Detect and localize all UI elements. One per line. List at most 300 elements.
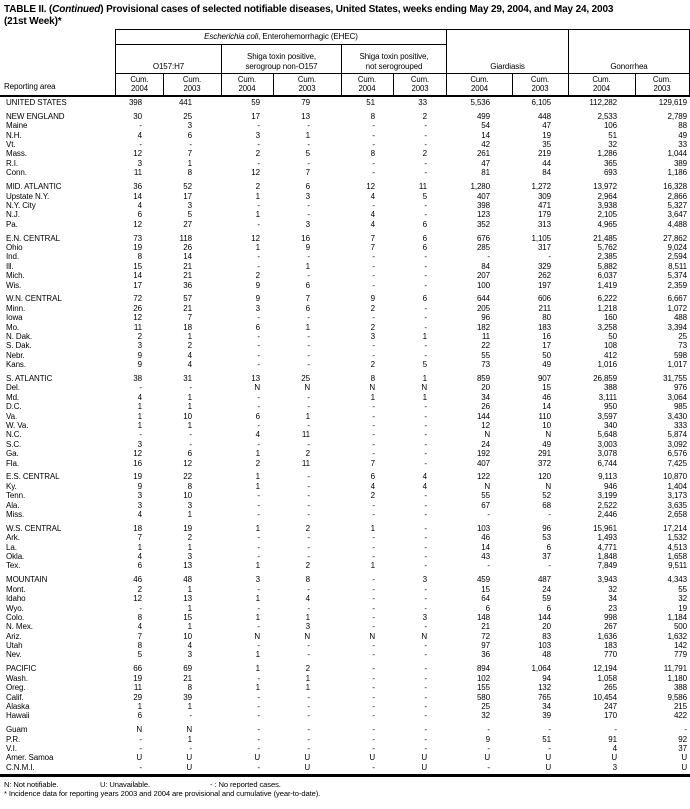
value-cell-col4: - xyxy=(307,421,310,430)
value-cell-col9: 1,493 xyxy=(597,533,617,543)
value-cell-col3: - xyxy=(257,261,260,271)
value-cell-col5: - xyxy=(372,701,375,711)
table-row xyxy=(0,332,690,341)
value-cell-col5: - xyxy=(372,252,375,262)
value-cell-col6: - xyxy=(424,622,427,632)
reporting-area-cell: D.C. xyxy=(6,402,22,412)
value-cell-col4: 2 xyxy=(305,561,310,571)
table-row xyxy=(0,613,690,622)
value-cell-col3: - xyxy=(257,331,260,341)
value-cell-col5: U xyxy=(369,753,375,763)
value-cell-col7: 96 xyxy=(481,313,490,323)
reporting-area-cell: Ind. xyxy=(6,252,19,262)
value-cell-col5: 7 xyxy=(370,233,375,243)
value-cell-col7: 207 xyxy=(476,271,490,281)
reporting-area-cell: E.S. CENTRAL xyxy=(6,472,60,482)
value-cell-col9: 2,964 xyxy=(597,191,617,201)
value-cell-col3: - xyxy=(257,725,260,735)
value-cell-col8: 37 xyxy=(542,552,551,562)
value-cell-col5: - xyxy=(372,542,375,552)
value-cell-col3: - xyxy=(257,542,260,552)
value-cell-col9: 388 xyxy=(603,383,617,393)
value-cell-col5: 1 xyxy=(370,392,375,402)
value-cell-col3: - xyxy=(257,762,260,772)
value-cell-col10: 2,866 xyxy=(667,191,687,201)
table-row xyxy=(0,575,690,584)
value-cell-col8: 179 xyxy=(537,210,551,220)
value-cell-col7: 24 xyxy=(481,439,490,449)
value-cell-col9: 7,849 xyxy=(597,561,617,571)
value-cell-col4: - xyxy=(307,603,310,613)
value-cell-col5: - xyxy=(372,683,375,693)
col-header-o157-cum-2004: Cum. 2004 xyxy=(130,74,149,93)
value-cell-col8: 103 xyxy=(537,641,551,651)
value-cell-col3: 1 xyxy=(255,481,260,491)
col-header-shiga-sero-cum-2004: Cum. 2004 xyxy=(237,74,257,93)
value-cell-col3: 3 xyxy=(255,303,260,313)
value-cell-col5: - xyxy=(372,121,375,131)
value-cell-col6: - xyxy=(424,210,427,220)
value-cell-col1: 1 xyxy=(137,402,142,412)
value-cell-col8: 1,105 xyxy=(531,233,551,243)
value-cell-col6: - xyxy=(424,121,427,131)
table-body xyxy=(0,98,690,772)
value-cell-col5: 8 xyxy=(370,111,375,121)
table-row xyxy=(0,594,690,603)
value-cell-col10: 19 xyxy=(678,603,687,613)
value-cell-col2: - xyxy=(189,711,192,721)
value-cell-col8: 17 xyxy=(542,341,551,351)
value-cell-col6: - xyxy=(424,664,427,674)
value-cell-col9: 170 xyxy=(603,711,617,721)
value-cell-col2: 21 xyxy=(183,271,192,281)
value-cell-col7: 182 xyxy=(476,322,490,332)
value-cell-col2: N xyxy=(186,725,192,735)
value-cell-col6: - xyxy=(424,500,427,510)
table-row xyxy=(0,763,690,772)
table-row xyxy=(0,472,690,481)
table-row xyxy=(0,121,690,130)
table-row xyxy=(0,725,690,734)
value-cell-col8: 39 xyxy=(542,711,551,721)
value-cell-col1: 4 xyxy=(137,392,142,402)
table-row xyxy=(0,482,690,491)
value-cell-col1: 2 xyxy=(137,584,142,594)
value-cell-col6: - xyxy=(424,584,427,594)
value-cell-col8: 606 xyxy=(537,294,551,304)
value-cell-col3: - xyxy=(257,350,260,360)
value-cell-col1: - xyxy=(139,762,142,772)
reporting-area-cell: MID. ATLANTIC xyxy=(6,182,62,192)
value-cell-col2: 5 xyxy=(187,210,192,220)
value-cell-col5: - xyxy=(372,313,375,323)
value-cell-col7: 81 xyxy=(481,168,490,178)
value-cell-col3: - xyxy=(257,313,260,323)
reporting-area-cell: N. Dak. xyxy=(6,331,32,341)
value-cell-col7: 84 xyxy=(481,261,490,271)
value-cell-col3: 1 xyxy=(255,472,260,482)
value-cell-col8: 84 xyxy=(542,168,551,178)
value-cell-col7: 72 xyxy=(481,631,490,641)
value-cell-col6: U xyxy=(421,753,427,763)
value-cell-col10: 3,064 xyxy=(667,392,687,402)
value-cell-col3: - xyxy=(257,252,260,262)
reporting-area-cell: P.R. xyxy=(6,734,21,744)
value-cell-col8: 372 xyxy=(537,458,551,468)
value-cell-col1: 3 xyxy=(137,158,142,168)
value-cell-col5: - xyxy=(372,140,375,150)
table-row xyxy=(0,262,690,271)
value-cell-col5: - xyxy=(372,533,375,543)
value-cell-col6: - xyxy=(424,734,427,744)
value-cell-col6: 5 xyxy=(422,360,427,370)
value-cell-col6: - xyxy=(424,402,427,412)
value-cell-col3: 17 xyxy=(251,111,260,121)
reporting-area-cell: Calif. xyxy=(6,692,24,702)
value-cell-col4: U xyxy=(304,753,310,763)
value-cell-col2: 21 xyxy=(183,261,192,271)
value-cell-col10: 73 xyxy=(678,341,687,351)
value-cell-col8: 1,064 xyxy=(531,664,551,674)
value-cell-col5: 9 xyxy=(370,294,375,304)
value-cell-col1: 29 xyxy=(133,692,142,702)
value-cell-col3: 1 xyxy=(255,210,260,220)
reporting-area-cell: Idaho xyxy=(6,594,26,604)
value-cell-col5: - xyxy=(372,200,375,210)
value-cell-col5: 4 xyxy=(370,191,375,201)
value-cell-col8: 35 xyxy=(542,140,551,150)
reporting-area-cell: Minn. xyxy=(6,303,26,313)
value-cell-col8: 291 xyxy=(537,449,551,459)
value-cell-col3: - xyxy=(257,219,260,229)
value-cell-col7: 46 xyxy=(481,533,490,543)
value-cell-col10: 33 xyxy=(678,140,687,150)
reporting-area-cell: N.J. xyxy=(6,210,20,220)
value-cell-col7: 55 xyxy=(481,350,490,360)
value-cell-col9: 50 xyxy=(608,331,617,341)
reporting-area-cell: R.I. xyxy=(6,158,19,168)
value-cell-col7: 47 xyxy=(481,158,490,168)
value-cell-col9: 10,454 xyxy=(593,692,617,702)
col-header-gonorrhea-cum-2004: Cum. 2004 xyxy=(592,74,611,93)
value-cell-col2: 10 xyxy=(183,411,192,421)
value-cell-col3: - xyxy=(257,491,260,501)
value-cell-col10: 37 xyxy=(678,744,687,753)
value-cell-col2: - xyxy=(189,430,192,440)
value-cell-col7: 34 xyxy=(481,392,490,402)
value-cell-col9: 3,938 xyxy=(597,200,617,210)
value-cell-col7: 20 xyxy=(481,383,490,393)
value-cell-col1: 9 xyxy=(137,481,142,491)
value-cell-col7: 67 xyxy=(481,500,490,510)
value-cell-col2: 21 xyxy=(183,673,192,683)
value-cell-col2: 3 xyxy=(187,200,192,210)
value-cell-col1: 14 xyxy=(133,271,142,281)
reporting-area-cell: Alaska xyxy=(6,701,30,711)
value-cell-col1: 19 xyxy=(133,242,142,252)
value-cell-col7: 55 xyxy=(481,491,490,501)
value-cell-col5: 51 xyxy=(366,98,375,107)
value-cell-col3: - xyxy=(257,140,260,150)
table-bottom-rule xyxy=(0,774,690,777)
value-cell-col10: 3,394 xyxy=(667,322,687,332)
reporting-area-cell: Ohio xyxy=(6,242,23,252)
table-row xyxy=(0,421,690,430)
table-row xyxy=(0,632,690,641)
value-cell-col7: - xyxy=(487,725,490,735)
value-cell-col9: 4 xyxy=(612,744,617,753)
value-cell-col10: 4,343 xyxy=(667,575,687,585)
value-cell-col4: 16 xyxy=(301,233,310,243)
value-cell-col8: 15 xyxy=(542,383,551,393)
value-cell-col5: - xyxy=(372,430,375,440)
value-cell-col6: 33 xyxy=(418,98,427,107)
value-cell-col1: 17 xyxy=(133,280,142,290)
value-cell-col6: - xyxy=(424,542,427,552)
value-cell-col4: 4 xyxy=(305,594,310,604)
reporting-area-header: Reporting area xyxy=(4,82,56,91)
table-row xyxy=(0,402,690,411)
value-cell-col7: U xyxy=(484,753,490,763)
value-cell-col10: 388 xyxy=(673,683,687,693)
value-cell-col7: 192 xyxy=(476,449,490,459)
value-cell-col5: - xyxy=(372,575,375,585)
value-cell-col1: 26 xyxy=(133,303,142,313)
reporting-area-cell: W.S. CENTRAL xyxy=(6,523,62,533)
value-cell-col1: 38 xyxy=(133,374,142,384)
value-cell-col8: 51 xyxy=(542,734,551,744)
table-row xyxy=(0,323,690,332)
value-cell-col10: 88 xyxy=(678,121,687,131)
table-row xyxy=(0,201,690,210)
reporting-area-cell: Ariz. xyxy=(6,631,22,641)
value-cell-col10: 6,667 xyxy=(667,294,687,304)
value-cell-col6: - xyxy=(424,510,427,520)
value-cell-col4: N xyxy=(304,631,310,641)
value-cell-col8: 110 xyxy=(538,411,551,421)
value-cell-col2: 15 xyxy=(183,612,192,622)
value-cell-col9: 6,037 xyxy=(597,271,617,281)
value-cell-col5: - xyxy=(372,673,375,683)
col-group-giardiasis: Giardiasis xyxy=(490,61,525,71)
value-cell-col2: 1 xyxy=(187,421,192,430)
value-cell-col1: 4 xyxy=(137,552,142,562)
value-cell-col9: 112,282 xyxy=(589,98,617,107)
value-cell-col9: 3,597 xyxy=(597,411,617,421)
value-cell-col1: - xyxy=(139,430,142,440)
value-cell-col1: 4 xyxy=(137,622,142,632)
table-row xyxy=(0,693,690,702)
value-cell-col4: 9 xyxy=(305,242,310,252)
value-cell-col7: 102 xyxy=(476,673,490,683)
value-cell-col10: 3,635 xyxy=(667,500,687,510)
value-cell-col4: 2 xyxy=(305,664,310,674)
value-cell-col1: 11 xyxy=(133,683,142,693)
value-cell-col4: - xyxy=(307,360,310,370)
value-cell-col6: U xyxy=(421,762,427,772)
value-cell-col9: 3 xyxy=(612,762,617,772)
value-cell-col9: 21,485 xyxy=(593,233,617,243)
value-cell-col7: 6 xyxy=(485,603,490,613)
value-cell-col9: 2,533 xyxy=(597,111,617,121)
value-cell-col9: 1,848 xyxy=(597,552,617,562)
value-cell-col10: 31,755 xyxy=(663,374,687,384)
value-cell-col7: 407 xyxy=(476,458,490,468)
value-cell-col5: - xyxy=(372,130,375,140)
value-cell-col2: 31 xyxy=(183,374,192,384)
value-cell-col1: 12 xyxy=(133,219,142,229)
value-cell-col10: 2,359 xyxy=(667,280,687,290)
value-cell-col8: 94 xyxy=(542,673,551,683)
value-cell-col4: 2 xyxy=(305,523,310,533)
value-cell-col6: N xyxy=(421,631,427,641)
value-cell-col4: - xyxy=(307,271,310,281)
value-cell-col1: 5 xyxy=(137,650,142,660)
value-cell-col6: - xyxy=(424,430,427,440)
reporting-area-cell: S. ATLANTIC xyxy=(6,374,53,384)
value-cell-col5: - xyxy=(372,641,375,651)
value-cell-col6: 6 xyxy=(422,294,427,304)
value-cell-col3: N xyxy=(254,383,260,393)
value-cell-col9: U xyxy=(611,753,617,763)
value-cell-col8: 80 xyxy=(542,313,551,323)
value-cell-col4: 6 xyxy=(305,182,310,192)
reporting-area-cell: Mich. xyxy=(6,271,25,281)
value-cell-col9: 3,943 xyxy=(597,575,617,585)
value-cell-col9: 946 xyxy=(603,481,617,491)
value-cell-col7: 64 xyxy=(481,594,490,604)
value-cell-col5: 7 xyxy=(370,458,375,468)
value-cell-col3: - xyxy=(257,673,260,683)
value-cell-col2: 4 xyxy=(187,641,192,651)
reporting-area-cell: Nev. xyxy=(6,650,22,660)
value-cell-col1: 12 xyxy=(133,449,142,459)
value-cell-col9: 265 xyxy=(603,683,617,693)
reporting-area-cell: N.Y. City xyxy=(6,200,36,210)
value-cell-col4: 7 xyxy=(305,168,310,178)
value-cell-col9: 6,744 xyxy=(597,458,617,468)
value-cell-col3: 2 xyxy=(255,458,260,468)
value-cell-col10: 6,576 xyxy=(667,449,687,459)
value-cell-col7: 15 xyxy=(481,584,490,594)
col-header-giardiasis-cum-2003: Cum. 2003 xyxy=(530,74,550,93)
value-cell-col7: 9 xyxy=(485,734,490,744)
value-cell-col10: 8,511 xyxy=(668,261,687,271)
value-cell-col8: 10 xyxy=(542,421,551,430)
value-cell-col1: 6 xyxy=(137,561,142,571)
reporting-area-cell: MOUNTAIN xyxy=(6,575,48,585)
table-row xyxy=(0,753,690,762)
value-cell-col9: 26,859 xyxy=(593,374,617,384)
value-cell-col5: - xyxy=(372,449,375,459)
value-cell-col6: 2 xyxy=(422,149,427,159)
value-cell-col2: - xyxy=(189,140,192,150)
value-cell-col7: 22 xyxy=(481,341,490,351)
value-cell-col5: 12 xyxy=(366,182,375,192)
value-cell-col8: - xyxy=(548,744,551,753)
value-cell-col1: 9 xyxy=(137,350,142,360)
value-cell-col1: N xyxy=(136,725,142,735)
value-cell-col9: 15,961 xyxy=(593,523,617,533)
value-cell-col8: 68 xyxy=(542,500,551,510)
value-cell-col2: - xyxy=(189,744,192,753)
col-group-o157: O157:H7 xyxy=(152,61,185,71)
value-cell-col7: 676 xyxy=(476,233,490,243)
reporting-area-cell: Fla. xyxy=(6,458,19,468)
value-cell-col2: 8 xyxy=(187,481,192,491)
value-cell-col10: 11,791 xyxy=(663,664,687,674)
value-cell-col4: 79 xyxy=(301,98,310,107)
value-cell-col4: - xyxy=(307,472,310,482)
value-cell-col7: 122 xyxy=(476,472,490,482)
table-row xyxy=(0,192,690,201)
value-cell-col7: 144 xyxy=(476,411,490,421)
reporting-area-cell: PACIFIC xyxy=(6,664,37,674)
value-cell-col5: - xyxy=(372,168,375,178)
value-cell-col1: 11 xyxy=(133,322,142,332)
value-cell-col10: 3,173 xyxy=(667,491,687,501)
value-cell-col10: 1,532 xyxy=(667,533,687,543)
value-cell-col1: 3 xyxy=(137,491,142,501)
col-header-shiga-not-cum-2003: Cum. 2003 xyxy=(410,74,430,93)
value-cell-col10: 3,092 xyxy=(667,439,687,449)
table-row xyxy=(0,112,690,121)
value-cell-col2: 18 xyxy=(183,322,192,332)
reporting-area-cell: V.I. xyxy=(6,744,17,753)
reporting-area-cell: Colo. xyxy=(6,612,25,622)
value-cell-col9: 2,446 xyxy=(597,510,617,520)
value-cell-col10: 49 xyxy=(678,130,687,140)
value-cell-col2: U xyxy=(186,762,192,772)
value-cell-col6: - xyxy=(424,701,427,711)
value-cell-col1: 8 xyxy=(137,641,142,651)
value-cell-col3: 1 xyxy=(255,523,260,533)
value-cell-col4: 6 xyxy=(305,280,310,290)
value-cell-col7: 26 xyxy=(481,402,490,412)
value-cell-col9: 183 xyxy=(603,641,617,651)
reporting-area-cell: Wash. xyxy=(6,673,28,683)
value-cell-col1: - xyxy=(139,140,142,150)
value-cell-col5: - xyxy=(372,261,375,271)
value-cell-col10: 1,404 xyxy=(667,481,687,491)
value-cell-col8: 309 xyxy=(537,191,551,201)
value-cell-col5: - xyxy=(372,594,375,604)
value-cell-col8: 16 xyxy=(542,331,551,341)
value-cell-col2: 13 xyxy=(183,594,192,604)
value-cell-col3: - xyxy=(257,200,260,210)
value-cell-col9: 770 xyxy=(603,650,617,660)
col-group-shiga-serogroup: Shiga toxin positive, serogroup non-O157 xyxy=(245,52,318,71)
value-cell-col4: - xyxy=(307,158,310,168)
value-cell-col8: 46 xyxy=(542,392,551,402)
value-cell-col4: - xyxy=(307,350,310,360)
value-cell-col1: U xyxy=(136,753,142,763)
value-cell-col6: - xyxy=(424,552,427,562)
value-cell-col7: 205 xyxy=(476,303,490,313)
table-row xyxy=(0,252,690,261)
page-title xyxy=(4,4,688,27)
table-row xyxy=(0,98,690,107)
reporting-area-cell: Ga. xyxy=(6,449,19,459)
table-row xyxy=(0,313,690,322)
value-cell-col1: 73 xyxy=(133,233,142,243)
reporting-area-cell: Nebr. xyxy=(6,350,25,360)
value-cell-col9: 1,218 xyxy=(597,303,617,313)
value-cell-col3: 1 xyxy=(255,191,260,201)
table-row xyxy=(0,440,690,449)
value-cell-col2: 19 xyxy=(183,523,192,533)
value-cell-col1: 6 xyxy=(137,210,142,220)
